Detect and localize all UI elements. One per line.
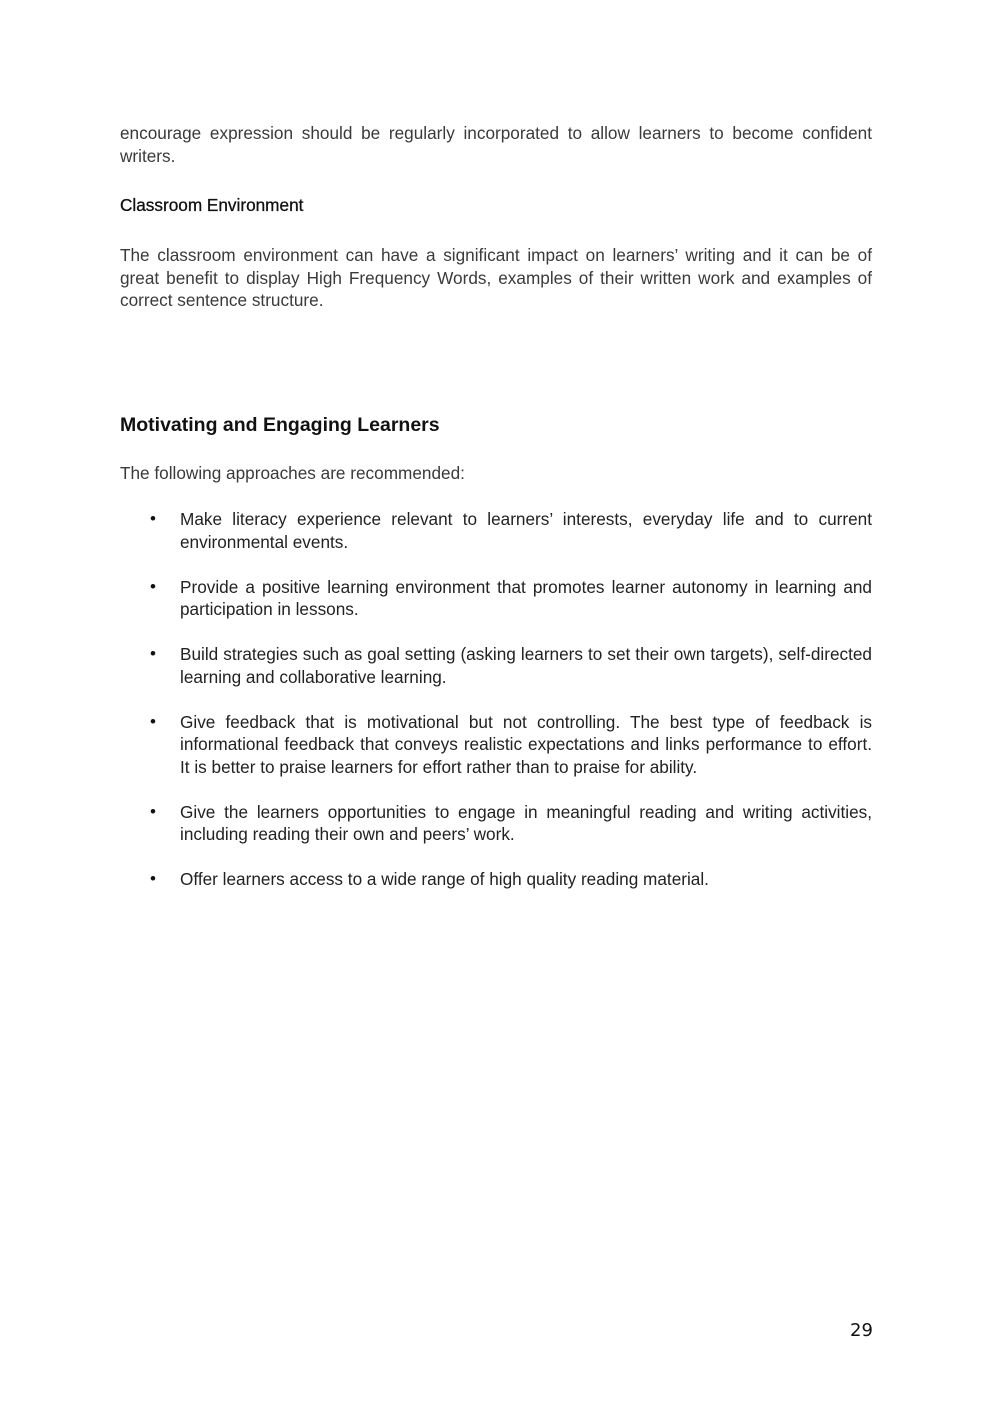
classroom-environment-paragraph: The classroom environment can have a significant impact on learners’ writing and it can be of great benefit to display High Frequency Words, examples of their written work and examples of correct sentence structure. <box>120 245 872 310</box>
list-item-text: Make literacy experience relevant to learners’ interests, everyday life and to current environmental events. <box>180 509 872 552</box>
list-item <box>120 508 872 553</box>
list-item-text: Offer learners access to a wide range of high quality reading material. <box>180 869 709 889</box>
list-item-text: Build strategies such as goal setting (asking learners to set their own targets), self-directed learning and collaborative learning. <box>180 644 872 687</box>
bullet-icon: • <box>150 576 156 596</box>
bullet-icon: • <box>150 509 156 528</box>
list-item <box>120 801 872 846</box>
approaches-lead-text: The following approaches are recommended: <box>120 463 465 483</box>
list-item-text: Give feedback that is motivational but not controlling. The best type of feedback is informational feedback that conveys realistic expectations and links performance to effort. It is better to praise learners for effort rather than to praise for ability. <box>180 711 872 777</box>
motivating-learners-heading: Motivating and Engaging Learners <box>120 414 440 436</box>
page-number: 29 <box>850 1320 873 1341</box>
list-item-text: Provide a positive learning environment that promotes learner autonomy in learning and participation in lessons. <box>180 576 872 619</box>
bullet-icon: • <box>150 801 156 821</box>
list-item <box>120 868 872 891</box>
bullet-icon: • <box>150 711 156 731</box>
list-item <box>120 711 872 779</box>
bullet-icon: • <box>150 644 156 663</box>
classroom-environment-heading: Classroom Environment <box>120 195 304 215</box>
list-item <box>120 576 872 621</box>
list-item-text: Give the learners opportunities to engage in meaningful reading and writing activities, including reading their own and peers’ work. <box>180 801 872 844</box>
bullet-icon: • <box>150 869 156 888</box>
approaches-list <box>120 508 872 913</box>
intro-paragraph: encourage expression should be regularly incorporated to allow learners to become confident writers. <box>120 123 872 166</box>
list-item <box>120 643 872 688</box>
